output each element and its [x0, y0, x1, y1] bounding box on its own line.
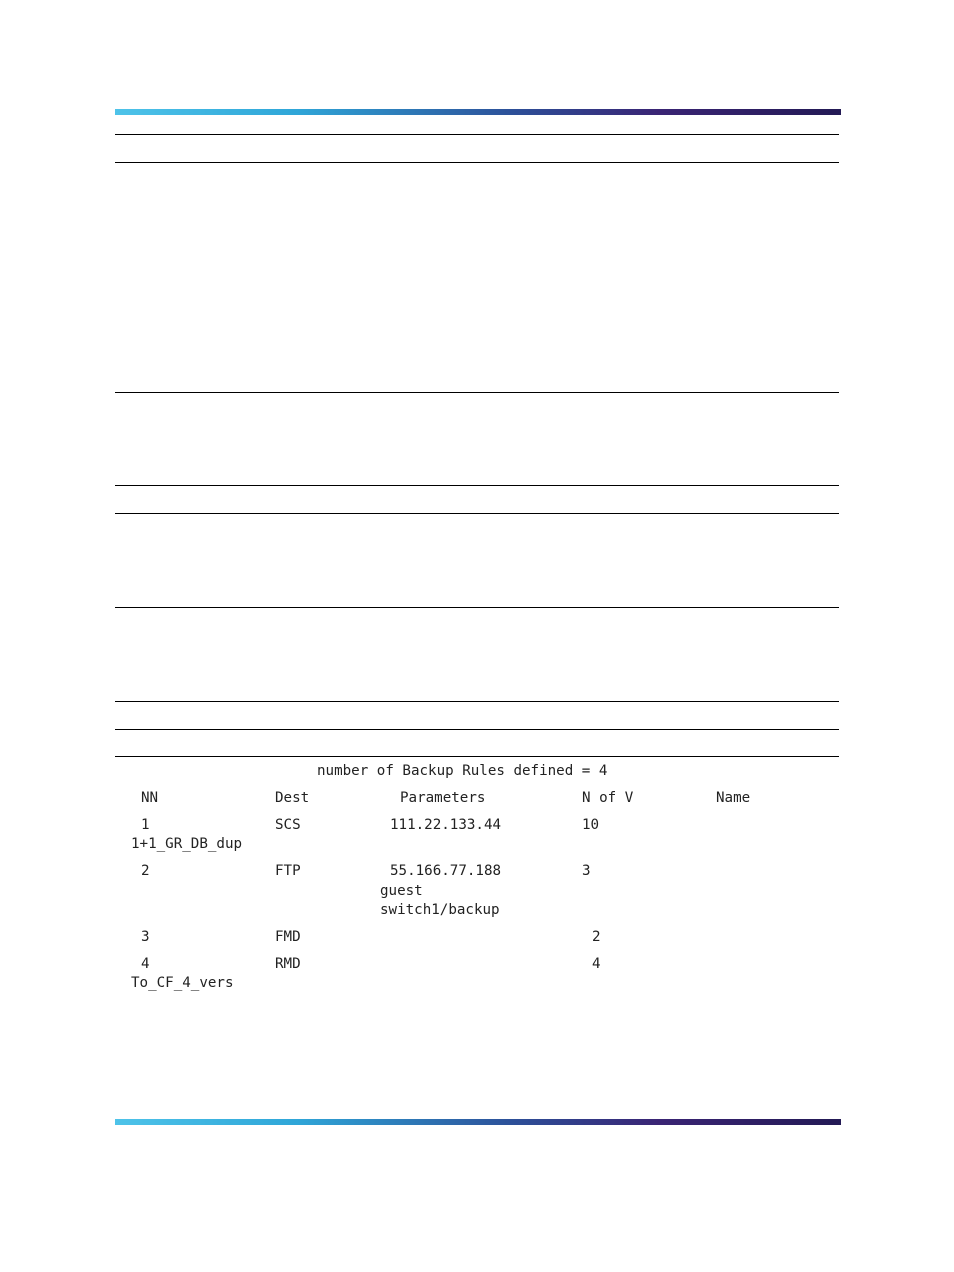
table-rule	[115, 607, 839, 608]
row-1-n-of-v: 10	[582, 817, 600, 833]
row-3-n-of-v: 2	[592, 929, 601, 945]
row-3-nn: 3	[141, 929, 150, 945]
row-4-name: To_CF_4_vers	[131, 975, 234, 991]
row-1-parameter: 111.22.133.44	[390, 817, 502, 833]
table-rule	[115, 729, 839, 730]
column-header-n-of-v: N of V	[582, 790, 634, 806]
row-1-nn: 1	[141, 817, 150, 833]
column-header-dest: Dest	[275, 790, 310, 806]
row-4-dest: RMD	[275, 956, 301, 972]
column-header-nn: NN	[141, 790, 159, 806]
row-2-parameter-path: switch1/backup	[380, 902, 500, 918]
table-rule	[115, 134, 839, 135]
table-rule	[115, 756, 839, 757]
row-1-name: 1+1_GR_DB_dup	[131, 836, 243, 852]
row-4-nn: 4	[141, 956, 150, 972]
row-2-nn: 2	[141, 863, 150, 879]
backup-rules-summary: number of Backup Rules defined = 4	[317, 763, 608, 779]
row-2-dest: FTP	[275, 863, 301, 879]
table-rule	[115, 485, 839, 486]
column-header-parameters: Parameters	[400, 790, 486, 806]
header-gradient-bar	[115, 109, 841, 115]
table-rule	[115, 392, 839, 393]
row-2-parameter-user: guest	[380, 883, 423, 899]
table-rule	[115, 162, 839, 163]
footer-gradient-bar	[115, 1119, 841, 1125]
row-2-parameter: 55.166.77.188	[390, 863, 502, 879]
table-rule	[115, 701, 839, 702]
table-rule	[115, 513, 839, 514]
column-header-name: Name	[716, 790, 751, 806]
row-1-dest: SCS	[275, 817, 301, 833]
row-3-dest: FMD	[275, 929, 301, 945]
row-4-n-of-v: 4	[592, 956, 601, 972]
row-2-n-of-v: 3	[582, 863, 591, 879]
